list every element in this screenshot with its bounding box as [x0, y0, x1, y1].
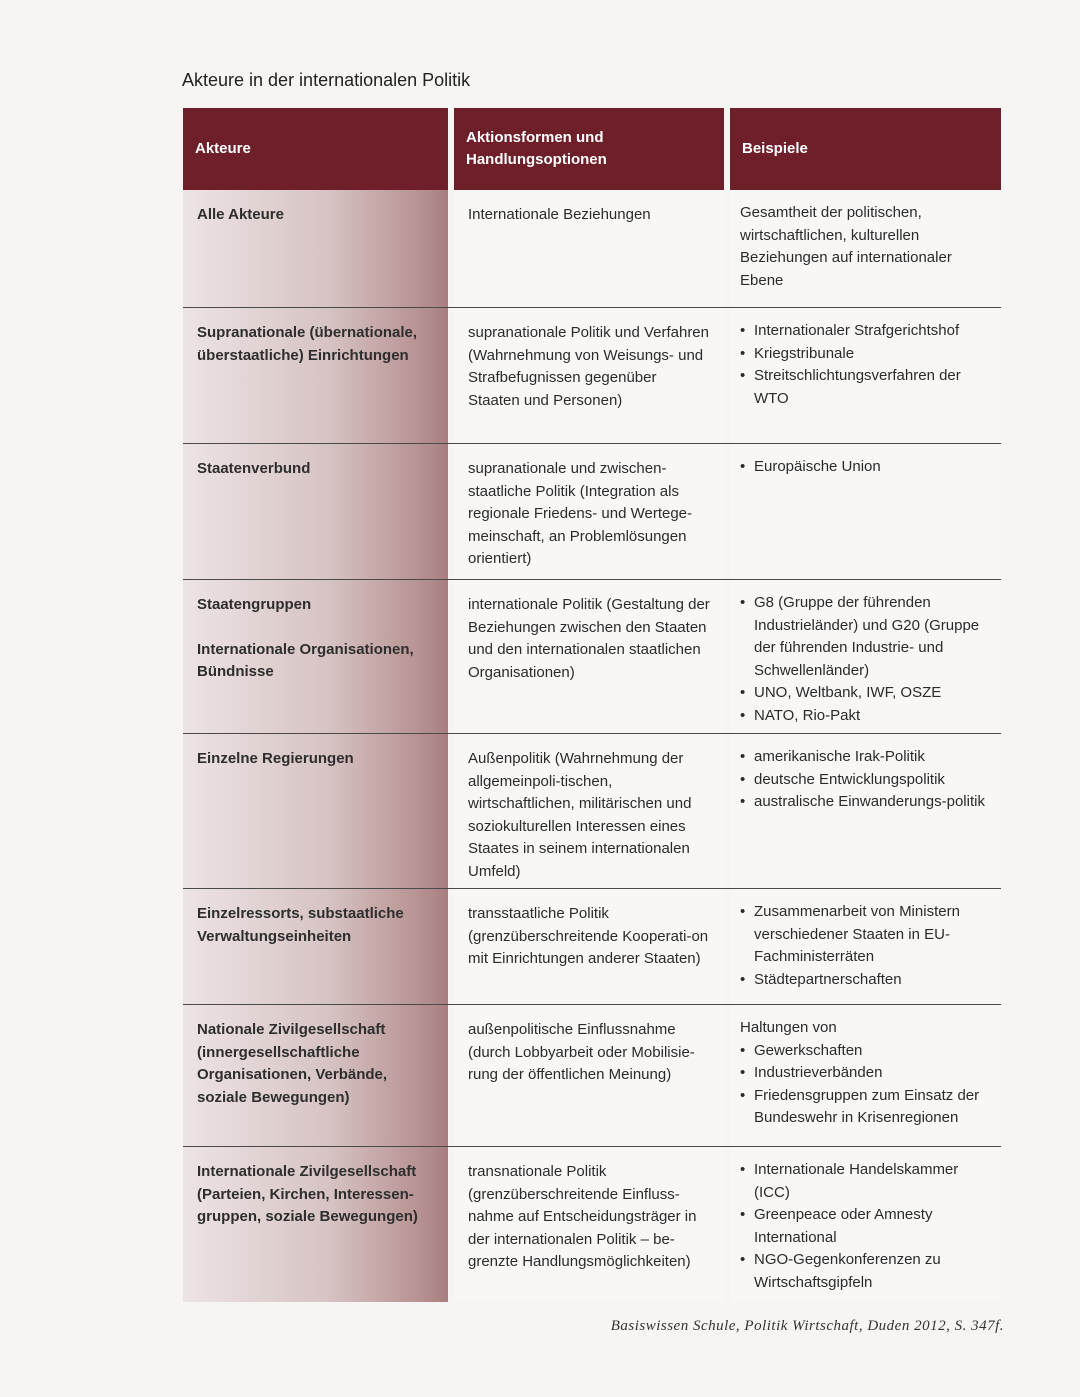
list-item: • amerikanische Irak-Politik [740, 746, 991, 769]
list-item: • NATO, Rio-Pakt [740, 705, 991, 728]
table-row [183, 580, 1001, 734]
list-item: • Friedensgruppen zum Einsatz der Bundeswehr in Krisenregionen [740, 1085, 991, 1130]
source-citation: Basiswissen Schule, Politik Wirtschaft, Duden 2012, S. 347f. [610, 1318, 1004, 1334]
actor-cell [183, 190, 448, 307]
examples-cell [730, 889, 1001, 1004]
list-item: • Streitschlichtungsverfahren der WTO [740, 365, 991, 410]
actor-cell [183, 308, 448, 443]
action-cell: außenpolitische Einflussnahme (durch Lobbyarbeit oder Mobilisie-rung der öffentlichen Meinung) [454, 1005, 724, 1146]
examples-cell [730, 734, 1001, 888]
examples-cell [730, 444, 1001, 579]
list-item: • Zusammenarbeit von Ministern verschiedener Staaten in EU-Fachministerräten [740, 901, 991, 969]
actor-label: Internationale Organisationen, Bündnisse [197, 640, 414, 680]
action-cell: supranationale Politik und Verfahren (Wahrnehmung von Weisungs- und Strafbefugnissen gegenüber Staaten und Personen) [454, 308, 724, 443]
actor-cell [183, 444, 448, 579]
list-item: • UNO, Weltbank, IWF, OSZE [740, 682, 991, 705]
table-row [183, 1005, 1001, 1147]
action-cell: internationale Politik (Gestaltung der Beziehungen zwischen den Staaten und den internationalen staatlichen Organisationen) [454, 580, 724, 733]
table-row [183, 308, 1001, 444]
actor-label: Staatenverbund [197, 460, 311, 477]
list-item: • Städtepartnerschaften [740, 969, 991, 992]
actor-cell [183, 734, 448, 888]
list-item: • G8 (Gruppe der führenden Industrieländer) und G20 (Gruppe der führenden Industrie- und Schwellenländer) [740, 592, 991, 682]
header-actors: Akteure [183, 108, 448, 190]
list-item: • Europäische Union [740, 456, 991, 479]
actor-cell [183, 580, 448, 733]
actor-label: Nationale Zivilgesellschaft (innergesellschaftliche Organisationen, Verbände, soziale Bewegungen) [197, 1021, 388, 1106]
actor-label: Einzelne Regierungen [197, 750, 354, 767]
header-actions-line1: Aktionsformen und [466, 129, 604, 146]
header-actions [454, 108, 724, 190]
action-cell: Außenpolitik (Wahrnehmung der allgemeinpoli-tischen, wirtschaftlichen, militärischen und soziokulturellen Interessen eines Staates in seinem internationalen Umfeld) [454, 734, 724, 888]
actor-cell [183, 1005, 448, 1146]
header-examples: Beispiele [730, 108, 1001, 190]
examples-intro: Haltungen von [740, 1019, 837, 1036]
table-row [183, 734, 1001, 889]
list-item: • Internationaler Strafgerichtshof [740, 320, 991, 343]
examples-cell [730, 1147, 1001, 1302]
table-row [183, 190, 1001, 308]
action-cell: supranationale und zwischen-staatliche Politik (Integration als regionale Friedens- und Wertege-meinschaft, an Problemlösungen orientiert) [454, 444, 724, 579]
page-title: Akteure in der internationalen Politik [182, 70, 471, 90]
list-item: • Gewerkschaften [740, 1040, 991, 1063]
actor-label: Internationale Zivilgesellschaft (Parteien, Kirchen, Interessen-gruppen, soziale Bewegungen) [197, 1163, 418, 1225]
actors-table [183, 108, 1001, 1302]
actor-label: Alle Akteure [197, 206, 284, 223]
actor-label: Einzelressorts, substaatliche Verwaltungseinheiten [197, 905, 404, 945]
actor-label: Supranationale (übernationale, überstaatliche) Einrichtungen [197, 324, 418, 364]
actor-label: Staatengruppen [197, 596, 312, 613]
list-item: • Industrieverbänden [740, 1062, 991, 1085]
list-item: • NGO-Gegenkonferenzen zu Wirtschaftsgipfeln [740, 1249, 991, 1294]
table-row [183, 1147, 1001, 1302]
table-row [183, 444, 1001, 580]
list-item: • Kriegstribunale [740, 343, 991, 366]
table-row [183, 889, 1001, 1005]
examples-cell [730, 1005, 1001, 1146]
examples-cell [730, 580, 1001, 733]
list-item: • Internationale Handelskammer (ICC) [740, 1159, 991, 1204]
table-header [183, 108, 1001, 190]
examples-cell [730, 308, 1001, 443]
actor-cell [183, 889, 448, 1004]
list-item: • australische Einwanderungs-politik [740, 791, 991, 814]
actor-cell [183, 1147, 448, 1302]
header-actions-line2: Handlungsoptionen [466, 151, 607, 168]
examples-cell: Gesamtheit der politischen, wirtschaftlichen, kulturellen Beziehungen auf internationaler Ebene [730, 190, 1001, 307]
list-item: • Greenpeace oder Amnesty International [740, 1204, 991, 1249]
action-cell: transnationale Politik (grenzüberschreitende Einfluss-nahme auf Entscheidungsträger in der internationalen Politik – be-grenzte Handlungsmöglichkeiten) [454, 1147, 724, 1302]
action-cell: Internationale Beziehungen [454, 190, 724, 307]
action-cell: transstaatliche Politik (grenzüberschreitende Kooperati-on mit Einrichtungen anderer Staaten) [454, 889, 724, 1004]
list-item: • deutsche Entwicklungspolitik [740, 769, 991, 792]
